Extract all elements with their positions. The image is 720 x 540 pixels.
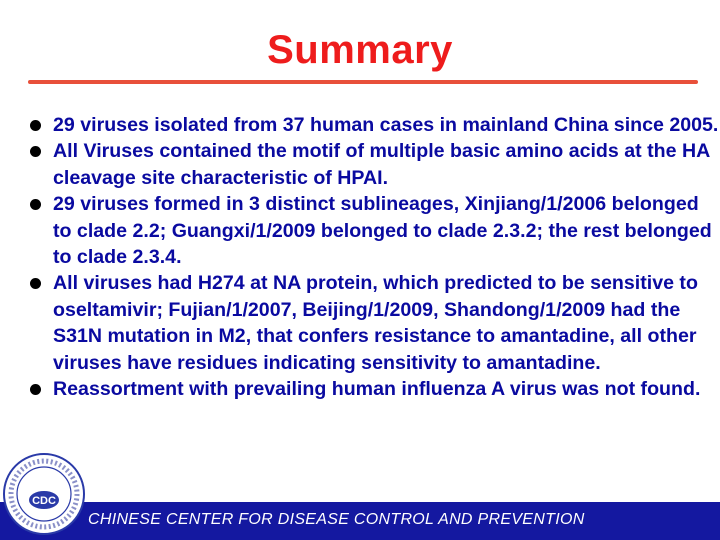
bullet-dot-icon [30, 278, 41, 289]
cdc-logo-icon [2, 452, 86, 536]
bullet-text: Reassortment with prevailing human influenza A virus was not found. [53, 378, 701, 401]
bullet-item [30, 191, 720, 270]
bullet-dot-icon [30, 120, 41, 131]
logo-text: CDC [32, 495, 56, 507]
bullet-text: All Viruses contained the motif of multiple basic amino acids at the HA cleavage site characteristic of HPAI. [53, 140, 710, 189]
footer-organization: CHINESE CENTER FOR DISEASE CONTROL AND PREVENTION [88, 511, 585, 528]
bullet-text: All viruses had H274 at NA protein, which predicted to be sensitive to oseltamivir; Fujian/1/2007, Beijing/1/2009, Shandong/1/2009 had the S31N mutation in M2, that confers resistance to amantadine, all other viruses have residues indicating sensitivity to amantadine. [53, 272, 698, 374]
bullet-item [30, 112, 720, 138]
bullet-text: 29 viruses isolated from 37 human cases in mainland China since 2005. [53, 114, 719, 136]
slide-title: Summary [267, 28, 453, 72]
bullet-dot-icon [30, 384, 41, 395]
bullet-item [30, 138, 720, 191]
bullet-item [30, 376, 720, 402]
title-divider [28, 80, 698, 84]
bullet-text: 29 viruses formed in 3 distinct sublineages, Xinjiang/1/2006 belonged to clade 2.2; Guangxi/1/2009 belonged to clade 2.3.2; the rest belonged to clade 2.3.4. [53, 193, 712, 269]
bullet-list [30, 112, 720, 402]
bullet-dot-icon [30, 146, 41, 157]
bullet-dot-icon [30, 199, 41, 210]
bullet-item [30, 270, 720, 376]
